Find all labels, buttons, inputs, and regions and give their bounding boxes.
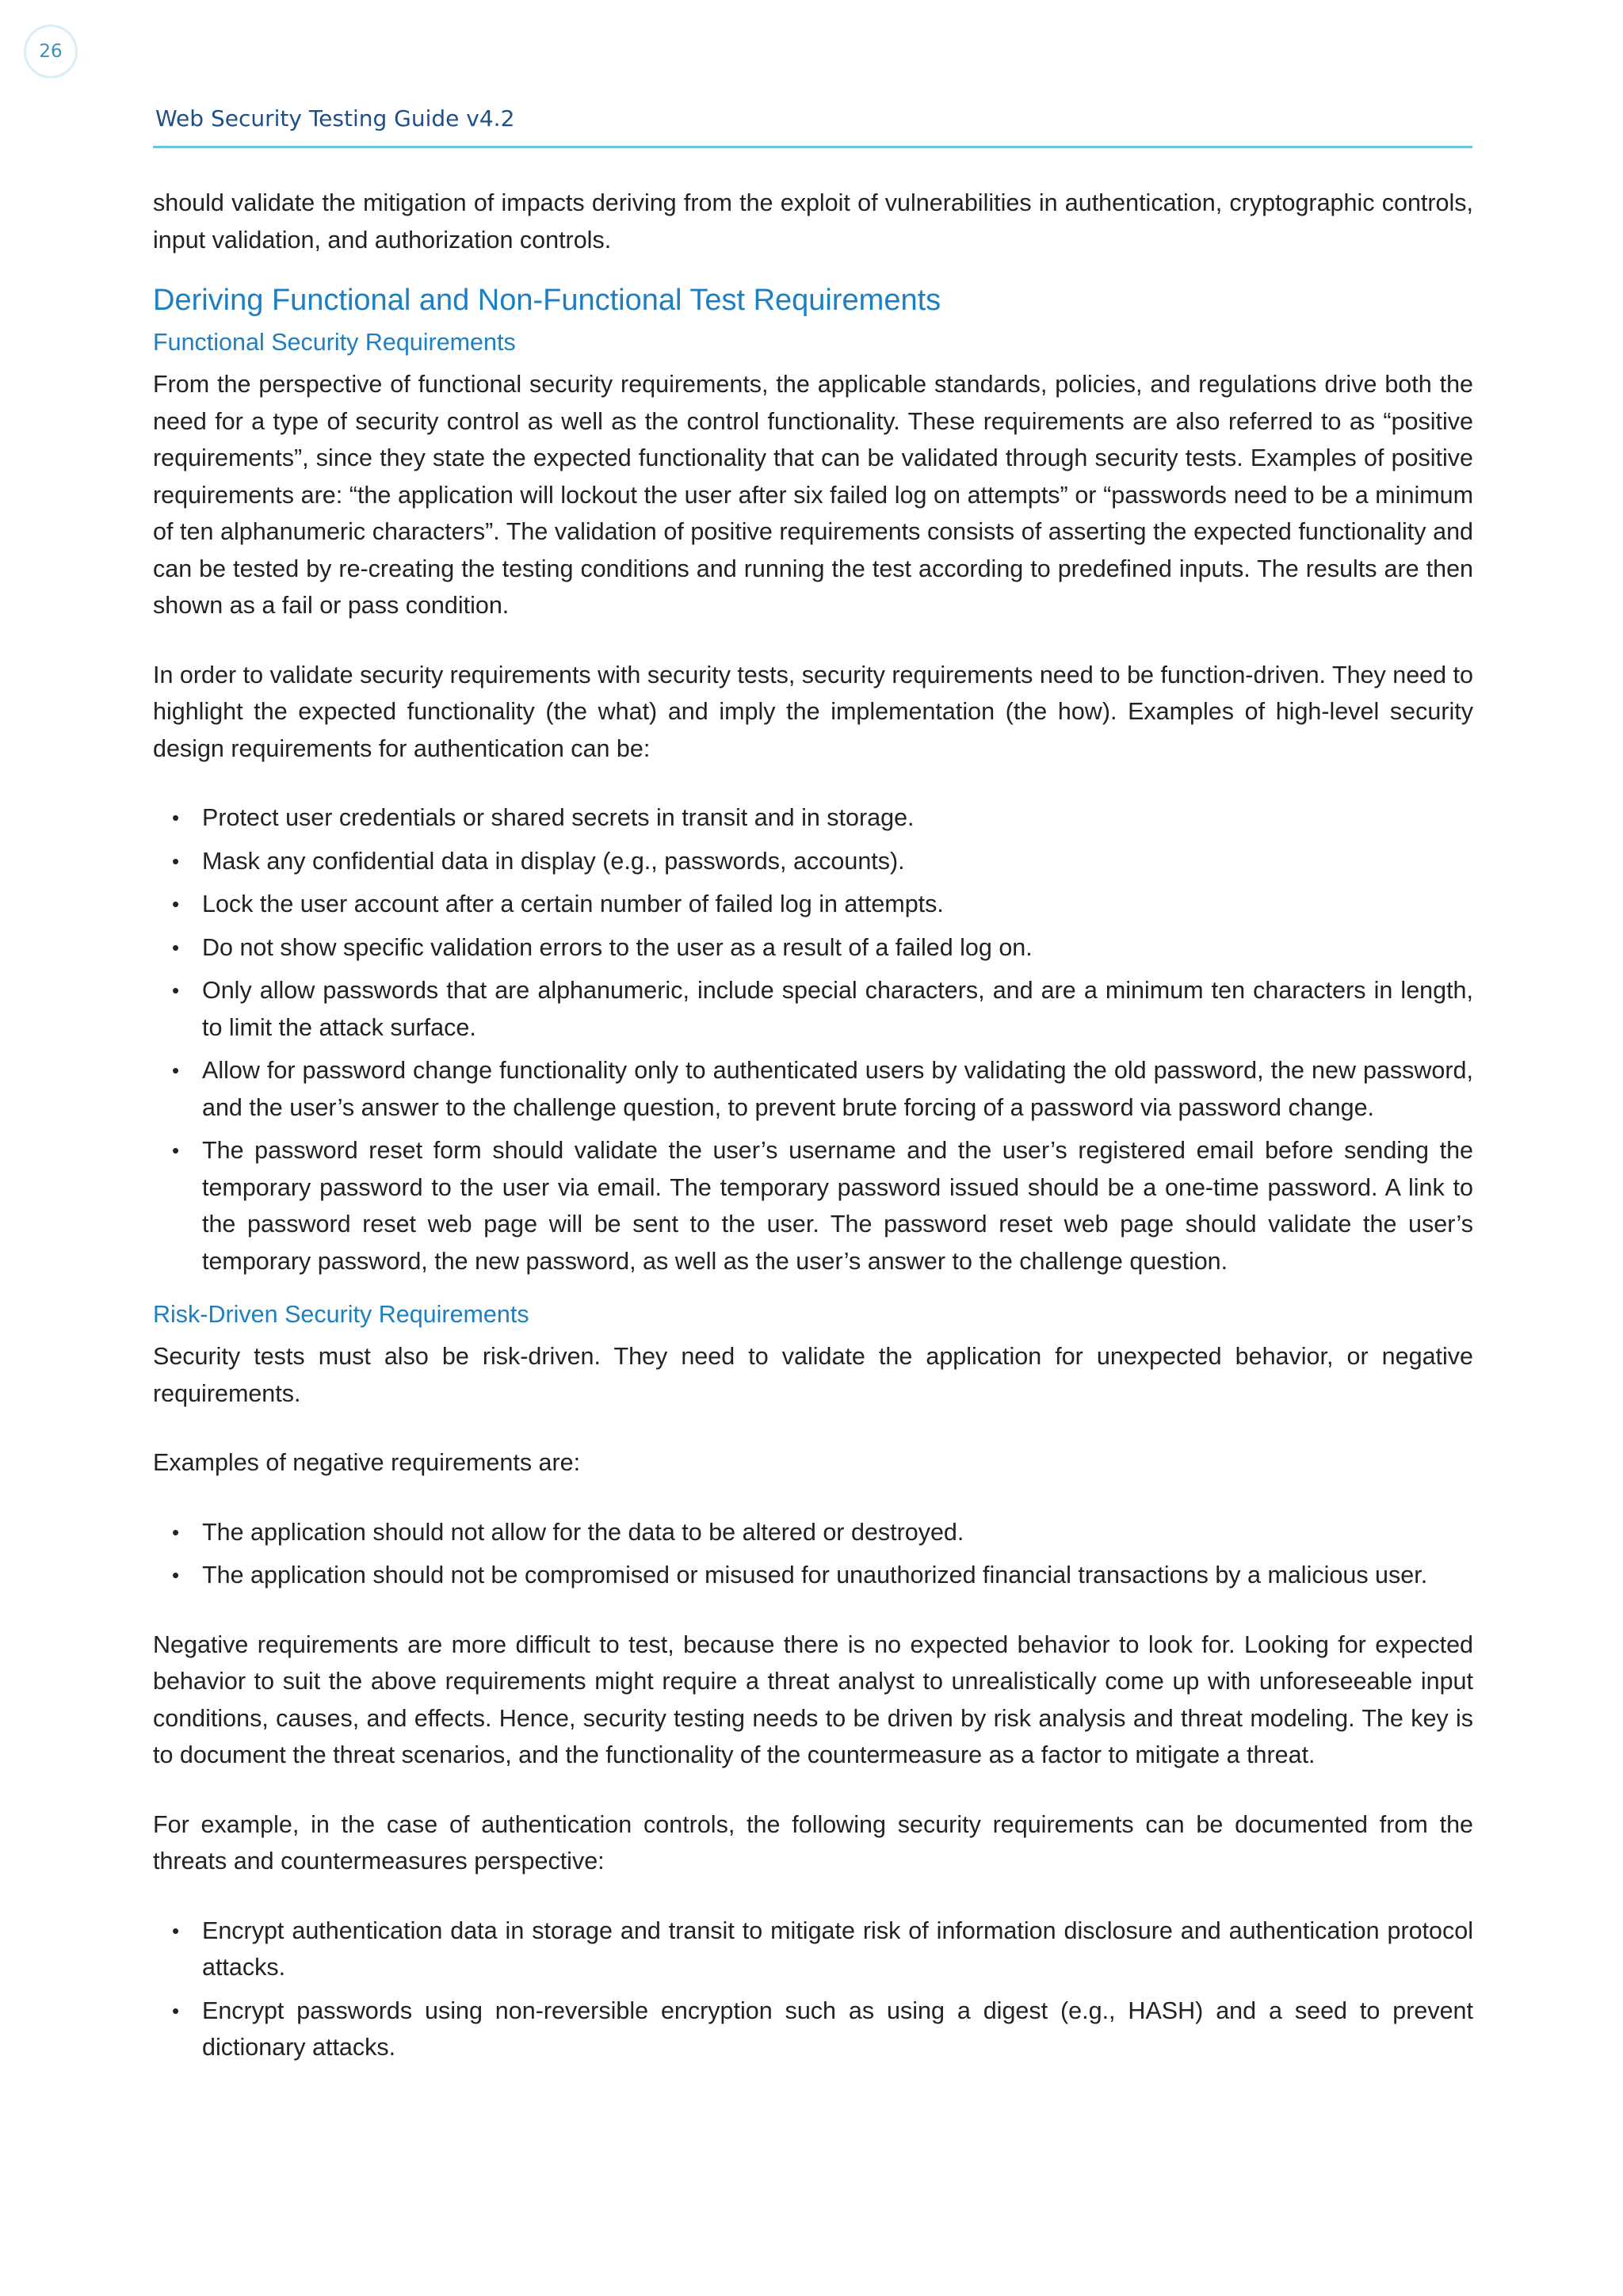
list-item: • Encrypt passwords using non-reversible encryption such as using a digest (e.g., HASH) and a seed to prevent dictionary attacks. xyxy=(153,1993,1473,2066)
list-item: • Only allow passwords that are alphanumeric, include special characters, and are a minimum ten characters in length, to limit the attack surface. xyxy=(153,972,1473,1046)
list-item: • Lock the user account after a certain number of failed log in attempts. xyxy=(153,886,1473,923)
functional-paragraph-1: From the perspective of functional security requirements, the applicable standards, policies, and regulations drive both the need for a type of security control as well as the control functionality. These requirements are also referred to as “positive requirements”, since they state the expected functionality that can be validated through security tests. Examples of positive requirements are: “the application will lockout the user after six failed log on attempts” or “passwords need to be a minimum of ten alphanumeric characters”. The validation of positive requirements consists of asserting the expected functionality and can be tested by re-creating the testing conditions and running the test according to predefined inputs. The results are then shown as a fail or pass condition. xyxy=(153,371,1473,619)
risk-paragraph-1: Security tests must also be risk-driven. They need to validate the application for unexpected behavior, or negative requirements. xyxy=(153,1343,1473,1407)
risk-paragraph-2: Examples of negative requirements are: xyxy=(153,1449,581,1476)
functional-subsection-title: Functional Security Requirements xyxy=(153,329,516,356)
list-item: • The application should not be compromised or misused for unauthorized financial transactions by a malicious user. xyxy=(153,1557,1473,1594)
continuation-paragraph: should validate the mitigation of impacts deriving from the exploit of vulnerabilities in authentication, cryptographic controls, input validation, and authorization controls. xyxy=(153,189,1473,254)
countermeasure-requirements-list xyxy=(153,1913,1473,2066)
bullet-icon: • xyxy=(172,1520,180,1544)
bullet-icon: • xyxy=(172,935,180,959)
list-item: • Protect user credentials or shared secrets in transit and in storage. xyxy=(153,799,1473,837)
risk-paragraph-3: Negative requirements are more difficult to test, because there is no expected behavior to look for. Looking for expected behavior to suit the above requirements might require a threat analyst to unrealistically come up with unforeseeable input conditions, causes, and effects. Hence, security testing needs to be driven by risk analysis and threat modeling. The key is to document the threat scenarios, and the functionality of the countermeasure as a factor to mitigate a threat. xyxy=(153,1630,1473,1768)
list-item: • Allow for password change functionality only to authenticated users by validating the old password, the new password, and the user’s answer to the challenge question, to prevent brute forcing of a password via password change. xyxy=(153,1052,1473,1126)
risk-subsection-title: Risk-Driven Security Requirements xyxy=(153,1301,529,1328)
bullet-icon: • xyxy=(172,1563,180,1587)
page-number-badge: 26 xyxy=(24,25,78,78)
bullet-icon: • xyxy=(172,1998,180,2023)
bullet-icon: • xyxy=(172,892,180,916)
risk-paragraph-4: For example, in the case of authentication controls, the following security requirements can be documented from the threats and countermeasures perspective: xyxy=(153,1810,1473,1875)
list-item: • Do not show specific validation errors to the user as a result of a failed log on. xyxy=(153,929,1473,967)
bullet-icon: • xyxy=(172,849,180,873)
bullet-icon: • xyxy=(172,1058,180,1082)
list-item: • Mask any confidential data in display (e.g., passwords, accounts). xyxy=(153,843,1473,880)
list-item: • Encrypt authentication data in storage and transit to mitigate risk of information disclosure and authentication protocol attacks. xyxy=(153,1913,1473,1986)
header-divider xyxy=(153,146,1472,148)
list-item: • The application should not allow for the data to be altered or destroyed. xyxy=(153,1514,1473,1551)
functional-paragraph-2: In order to validate security requirements with security tests, security requirements need to be function-driven. They need to highlight the expected functionality (the what) and imply the implementation (the how). Examples of high-level security design requirements for authentication can be: xyxy=(153,661,1473,762)
bullet-icon: • xyxy=(172,1918,180,1943)
negative-requirements-list xyxy=(153,1514,1473,1594)
running-header: Web Security Testing Guide v4.2 xyxy=(155,105,515,132)
section-title: Deriving Functional and Non-Functional Test Requirements xyxy=(153,284,941,317)
bullet-icon: • xyxy=(172,806,180,830)
bullet-icon: • xyxy=(172,978,180,1002)
bullet-icon: • xyxy=(172,1138,180,1162)
functional-requirements-list xyxy=(153,799,1473,1280)
list-item: • The password reset form should validate the user’s username and the user’s registered email before sending the temporary password to the user via email. The temporary password issued should be a one-time password. A link to the password reset web page will be sent to the user. The password reset web page should validate the user’s temporary password, the new password, as well as the user’s answer to the challenge question. xyxy=(153,1132,1473,1280)
page-content xyxy=(153,185,1473,2099)
